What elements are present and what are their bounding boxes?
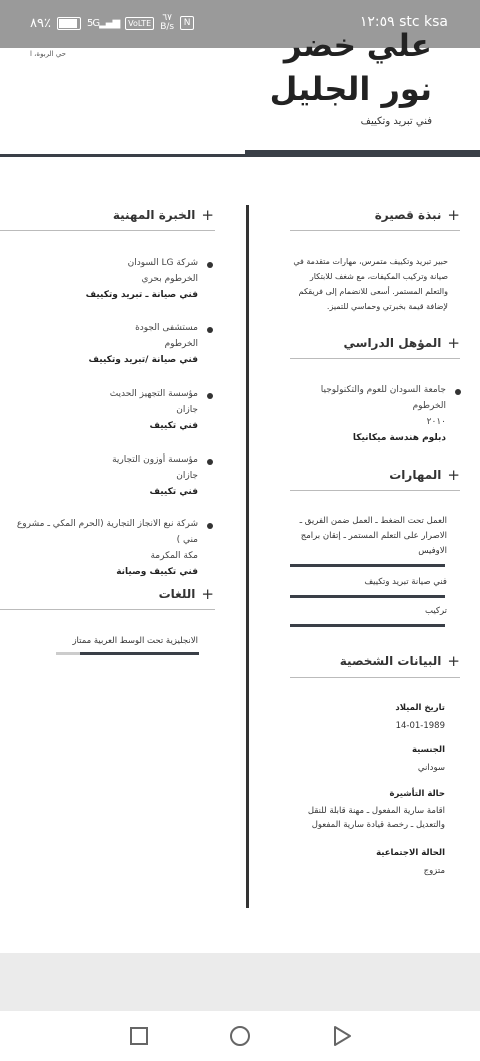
name-line-2: نور الجليل bbox=[269, 70, 432, 108]
plus-icon: + bbox=[447, 334, 460, 352]
network-speed: ٦٧ B/s bbox=[160, 13, 175, 32]
experience-heading: + الخبرة المهنية bbox=[112, 206, 214, 224]
personal-heading: + البيانات الشخصية bbox=[339, 652, 460, 670]
skills-heading: + المهارات bbox=[389, 466, 460, 484]
language-level-bar bbox=[80, 652, 199, 655]
name-line-1: علي خضر bbox=[283, 28, 432, 64]
skill-item: فني صيانة تبريد وتكييف bbox=[364, 577, 447, 587]
languages-divider bbox=[0, 609, 215, 610]
nationality-label: الجنسية bbox=[412, 745, 445, 755]
recents-button[interactable] bbox=[127, 1024, 151, 1048]
skills-divider bbox=[290, 490, 460, 491]
job-title: فني تبريد وتكييف bbox=[360, 116, 432, 127]
experience-entry: مستشفى الجودة الخرطوم فني صيانة /تبريد وتكييف bbox=[88, 323, 198, 365]
education-heading: + المؤهل الدراسي bbox=[343, 334, 460, 352]
status-left bbox=[30, 14, 194, 32]
visa-value: اقامة سارية المفعول ـ مهنة قابلة للنقل والتعديل ـ رخصة قيادة سارية المفعول bbox=[307, 806, 445, 830]
education-degree: دبلوم هندسة ميكانيكا bbox=[352, 433, 446, 443]
triangle-back-icon bbox=[332, 1025, 352, 1047]
home-button[interactable] bbox=[228, 1024, 252, 1048]
nfc-icon: N bbox=[180, 16, 194, 30]
birth-value: 14-01-1989 bbox=[395, 721, 445, 731]
visa-label: حالة التأشيرة bbox=[389, 789, 445, 799]
experience-entry: مؤسسة التجهيز الحديث جازان فني تكييف bbox=[109, 389, 198, 431]
bullet-icon bbox=[455, 389, 461, 395]
bullet-icon bbox=[207, 459, 213, 465]
square-icon bbox=[129, 1026, 149, 1046]
nationality-value: سوداني bbox=[417, 763, 445, 773]
skill-item: العمل تحت الضغط ـ العمل ضمن الفريق ـ الاصرار على التعلم المستمر ـ إتقان برامج الاوفيس bbox=[299, 516, 447, 556]
bullet-icon bbox=[207, 262, 213, 268]
bullet-icon bbox=[207, 523, 213, 529]
header-accent-bar bbox=[245, 150, 480, 157]
experience-entry: شركة LG السودان الخرطوم بحري فني صيانة ـ تبريد وتكييف bbox=[85, 258, 198, 300]
plus-icon: + bbox=[447, 466, 460, 484]
bullet-icon bbox=[207, 327, 213, 333]
education-entry bbox=[276, 382, 446, 446]
education-city: الخرطوم bbox=[412, 401, 446, 411]
plus-icon: + bbox=[447, 652, 460, 670]
personal-divider bbox=[290, 677, 460, 678]
navigation-bar bbox=[0, 1011, 480, 1061]
languages-text: الانجليزية تحت الوسط العربية ممتاز bbox=[72, 636, 198, 646]
battery-icon bbox=[57, 17, 81, 30]
languages-heading: + اللغات bbox=[158, 585, 214, 603]
skill-item: تركيب bbox=[424, 606, 447, 616]
back-button[interactable] bbox=[330, 1024, 354, 1048]
birth-label: تاريخ الميلاد bbox=[395, 703, 445, 713]
experience-divider bbox=[0, 230, 215, 231]
skill-level-bar bbox=[290, 564, 445, 567]
about-divider bbox=[290, 230, 460, 231]
column-divider bbox=[246, 205, 249, 908]
status-time-carrier: ١٢:٥٩ stc ksa bbox=[359, 14, 448, 30]
address-fragment: حي الربوة، ا bbox=[30, 50, 66, 58]
experience-entry: مؤسسة أوزون التجارية جازان فني تكييف bbox=[112, 455, 198, 497]
volte-icon: VoLTE bbox=[125, 17, 154, 30]
skill-level-bar bbox=[290, 595, 445, 598]
education-school: جامعة السودان للعوم والتكنولوجيا bbox=[320, 385, 446, 395]
about-heading: + نبذة قصيرة bbox=[374, 206, 460, 224]
bullet-icon bbox=[207, 393, 213, 399]
plus-icon: + bbox=[201, 206, 214, 224]
experience-entry: شركة نبع الانجاز التجارية (الحرم المكي ـ مشروع مني ) مكة المكرمة فني تكييف وصيانة bbox=[16, 519, 198, 577]
about-text: حبير تبريد وتكييف متمرس، مهارات متقدمة في صيانة وتركيب المكيفات، مع شغف للابتكار والتعلم المستمر. أسعى للانضمام إلى فريقكم لإضافة قيمة بخبرتي وحماسي للتميز. bbox=[293, 257, 448, 311]
skill-level-bar bbox=[290, 624, 445, 627]
battery-percent: ٨٩٪ bbox=[30, 15, 51, 31]
plus-icon: + bbox=[201, 585, 214, 603]
education-divider bbox=[290, 358, 460, 359]
signal-icon: 5G▂▄▆ bbox=[86, 17, 120, 29]
marital-value: متزوج bbox=[423, 866, 445, 876]
marital-label: الحالة الاجتماعية bbox=[376, 848, 445, 858]
education-year: ٢٠١٠ bbox=[426, 417, 446, 427]
circle-icon bbox=[229, 1025, 251, 1047]
plus-icon: + bbox=[447, 206, 460, 224]
page-gap bbox=[0, 953, 480, 1011]
